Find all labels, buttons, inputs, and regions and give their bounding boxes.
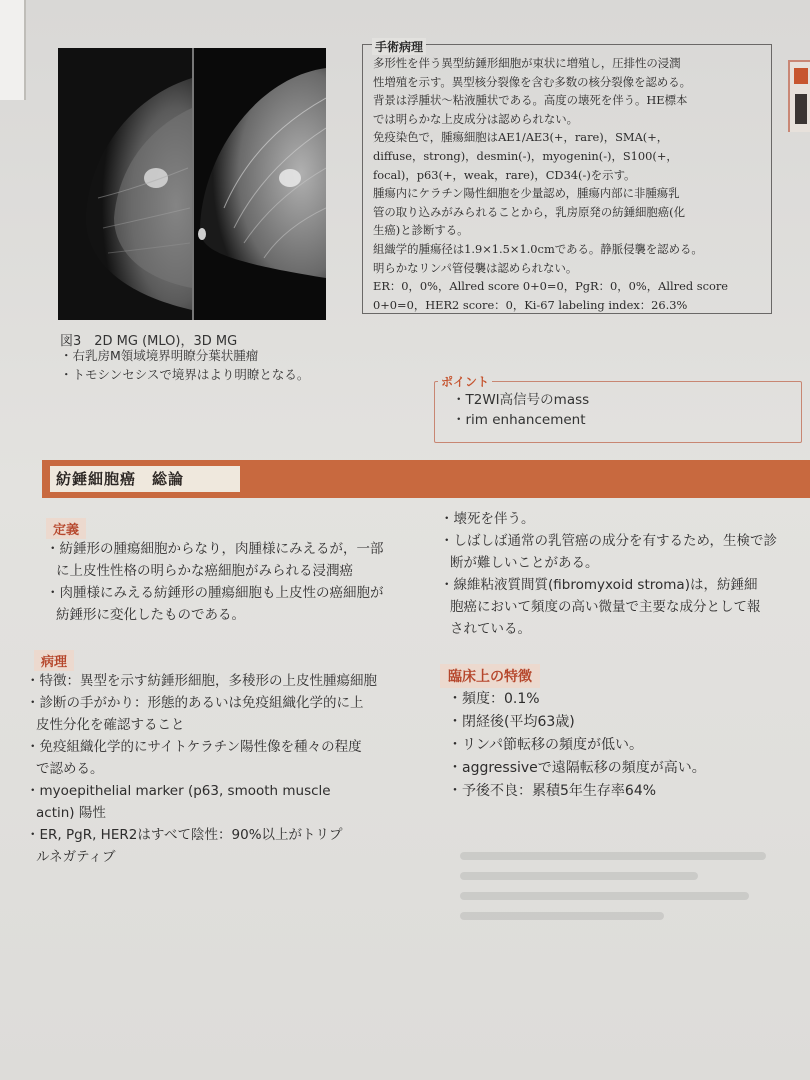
pathology-line: 生癌)と診断する。 <box>373 223 469 238</box>
pathology-item: ・免疫組織化学的にサイトケラチン陽性像を種々の程度 <box>26 739 362 755</box>
surgical-pathology-box <box>362 44 772 314</box>
definition-heading: 定義 <box>46 518 86 539</box>
binding-edge <box>0 0 26 100</box>
point-items <box>452 390 589 430</box>
pathology-item: ・myoepithelial marker (p63, smooth muscle <box>26 783 331 799</box>
clinical-item: ・閉経後(平均63歳) <box>448 714 575 730</box>
definition-line: ・肉腫様にみえる紡錘形の腫瘍細胞も上皮性の癌細胞が <box>46 585 384 601</box>
section-header <box>42 460 810 498</box>
pathology-line: ER：0，0%，Allred score 0+0=0，PgR：0，0%，Allred score <box>373 279 729 294</box>
pathology-item: ・特徴：異型を示す紡錘形細胞，多稜形の上皮性腫瘍細胞 <box>26 673 377 689</box>
pathology-item: で認める。 <box>36 761 104 777</box>
pathology-line: focal)，p63(+，weak，rare)，CD34(-)を示す。 <box>373 167 636 182</box>
right-line: されている。 <box>450 621 531 637</box>
pathology-line: 組織学的腫瘍径は1.9×1.5×1.0cmである。静脈侵襲を認める。 <box>373 241 703 256</box>
pathology-text <box>373 51 761 314</box>
pathology-line: 背景は浮腫状〜粘液腫状である。高度の壊死を伴う。HE標本 <box>373 93 688 108</box>
mammography-figure <box>58 48 326 320</box>
pathology-heading: 病理 <box>34 650 74 671</box>
pathology-line: diffuse，strong)，desmin(-)，myogenin(-)，S100(+， <box>373 148 678 163</box>
point-box-title: ポイント <box>438 373 492 390</box>
pathology-box-title: 手術病理 <box>372 38 426 55</box>
pathology-item: ・診断の手がかり：形態的あるいは免疫組織化学的に上 <box>26 695 364 711</box>
definition-line: に上皮性性格の明らかな癌細胞がみられる浸潤癌 <box>56 563 353 579</box>
pathology-line: 多形性を伴う異型紡錘形細胞が束状に増殖し，圧排性の浸潤 <box>373 56 681 70</box>
bleed-through-text <box>460 840 800 960</box>
pathology-line: では明らかな上皮成分は認められない。 <box>373 111 579 126</box>
clinical-item: ・予後不良：累積5年生存率64% <box>448 783 657 799</box>
pathology-list <box>26 670 421 868</box>
chapter-tab-mark <box>794 68 808 84</box>
pathology-line: 性増殖を示す。異型核分裂像を含む多数の核分裂像を認める。 <box>373 74 692 89</box>
pathology-line: 免疫染色で，腫瘍細胞はAE1/AE3(+，rare)，SMA(+， <box>373 130 669 145</box>
mg-3d-image <box>194 48 326 320</box>
point-item: ・T2WI高信号のmass <box>452 392 590 408</box>
definition-line: ・紡錘形の腫瘍細胞からなり，肉腫様にみえるが，一部 <box>46 541 384 557</box>
figure-notes <box>60 346 309 384</box>
right-column-text <box>440 508 810 640</box>
right-line: ・しばしば通常の乳管癌の成分を有するため，生検で診 <box>440 533 777 549</box>
pathology-item: ・ER, PgR, HER2はすべて陰性：90%以上がトリプ <box>26 827 343 843</box>
chapter-tab <box>788 60 810 132</box>
pathology-line: 腫瘍内にケラチン陽性細胞を少量認め，腫瘍内部に非腫瘍乳 <box>373 186 680 201</box>
right-line: 胞癌において頻度の高い微量で主要な成分として報 <box>450 599 761 615</box>
clinical-heading: 臨床上の特徴 <box>440 664 540 688</box>
right-line: ・線維粘液質間質(fibromyxoid stroma)は，紡錘細 <box>440 577 758 593</box>
chapter-tab-mark <box>795 94 807 124</box>
pathology-line: 0+0=0，HER2 score：0，Ki-67 labeling index：26.3% <box>373 297 688 312</box>
definition-line: 紡錘形に変化したものである。 <box>56 607 245 623</box>
clinical-item: ・リンパ節転移の頻度が低い。 <box>448 737 644 753</box>
point-item: ・rim enhancement <box>452 412 586 428</box>
figure-note: ・トモシンセシスで境界はより明瞭となる。 <box>60 367 310 382</box>
pathology-line: 管の取り込みがみられることから，乳房原発の紡錘細胞癌(化 <box>373 204 685 219</box>
pathology-item: ルネガティブ <box>36 849 116 865</box>
figure-note: ・右乳房M領域境界明瞭分葉状腫瘤 <box>60 348 259 363</box>
section-title: 紡錘細胞癌 総論 <box>56 470 185 488</box>
definition-list <box>46 538 416 626</box>
mg-2d-image <box>58 48 192 320</box>
right-line: 断が難しいことがある。 <box>450 555 599 571</box>
pathology-item: 皮性分化を確認すること <box>36 717 185 733</box>
clinical-item: ・頻度：0.1% <box>448 691 540 707</box>
pathology-item: actin) 陽性 <box>36 805 106 821</box>
clinical-list <box>448 688 706 803</box>
figure-caption: 図3 2D MG (MLO)，3D MG <box>60 334 238 349</box>
clinical-item: ・aggressiveで遠隔転移の頻度が高い。 <box>448 760 706 776</box>
pathology-line: 明らかなリンパ管侵襲は認められない。 <box>373 260 578 275</box>
right-line: ・壊死を伴う。 <box>440 511 535 527</box>
